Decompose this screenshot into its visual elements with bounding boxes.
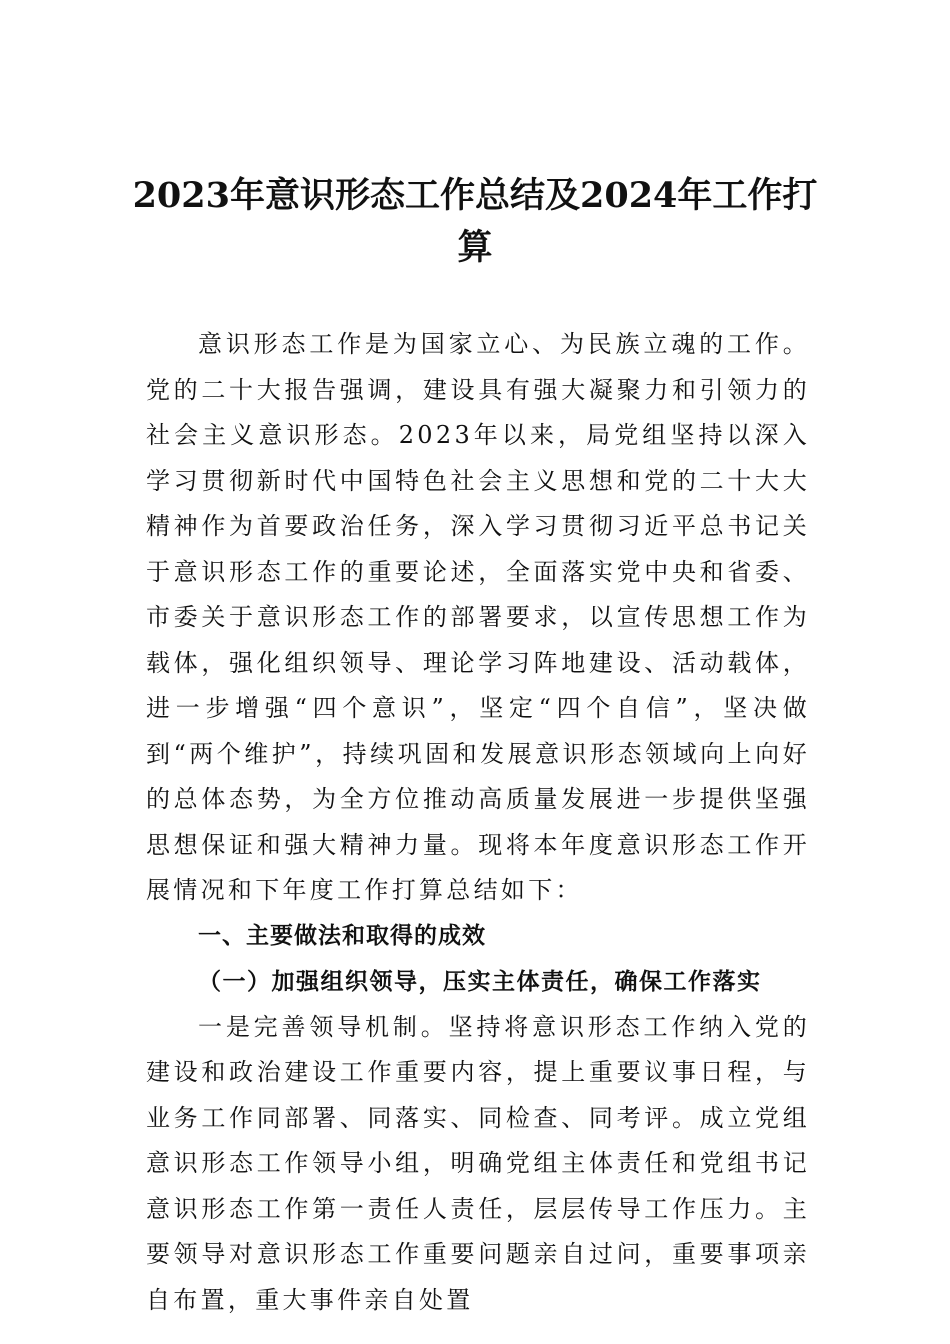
- section-heading: 一、主要做法和取得的成效: [198, 922, 486, 949]
- subsection-body-paragraph: 一是完善领导机制。坚持将意识形态工作纳入党的建设和政治建设工作重要内容，提上重要议事日程，与业务工作同部署、同落实、同检查、同考评。成立党组意识形态工作领导小组，明确党组主体责任和党组书记意识形态工作第一责任人责任，层层传导工作压力。主要领导对意识形态工作重要问题亲自过问，重要事项亲自布置，重大事件亲自处置: [146, 1012, 810, 1314]
- document-title: 2023年意识形态工作总结及2024年工作打算: [132, 175, 818, 268]
- document-body: [146, 322, 810, 1323]
- subsection-heading: （一）加强组织领导，压实主体责任，确保工作落实: [198, 968, 762, 995]
- intro-paragraph: 意识形态工作是为国家立心、为民族立魂的工作。党的二十大报告强调，建设具有强大凝聚力和引领力的社会主义意识形态。2023年以来，局党组坚持以深入学习贯彻新时代中国特色社会主义思想和党的二十大大精神作为首要政治任务，深入学习贯彻习近平总书记关于意识形态工作的重要论述，全面落实党中央和省委、市委关于意识形态工作的部署要求，以宣传思想工作为载体，强化组织领导、理论学习阵地建设、活动载体，进一步增强“四个意识”，坚定“四个自信”，坚决做到“两个维护”，持续巩固和发展意识形态领域向上向好的总体态势，为全方位推动高质量发展进一步提供坚强思想保证和强大精神力量。现将本年度意识形态工作开展情况和下年度工作打算总结如下：: [146, 330, 810, 904]
